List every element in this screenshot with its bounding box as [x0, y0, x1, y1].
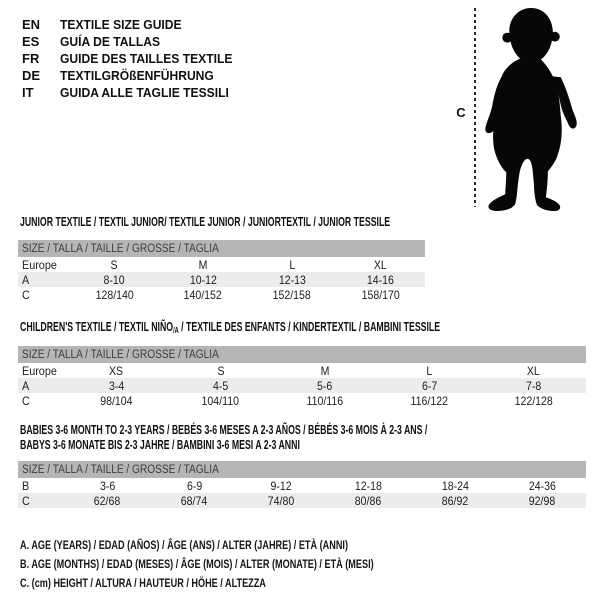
row-label: C: [22, 393, 30, 408]
cell: XL: [527, 363, 541, 378]
language-row-de: [22, 67, 245, 84]
height-measure-dashed-line: [474, 8, 476, 207]
section-title-junior: JUNIOR TEXTILE / TEXTIL JUNIOR/ TEXTILE JUNIOR / JUNIORTEXTIL / JUNIOR TESSILE: [20, 215, 391, 229]
cell: 128/140: [95, 287, 134, 302]
row-label: A: [22, 378, 30, 393]
cell: 12-13: [278, 272, 306, 287]
cell: 122/128: [514, 393, 553, 408]
height-label: C: [456, 105, 466, 120]
cell: 8-10: [103, 272, 125, 287]
language-code: IT: [22, 85, 34, 100]
cell: 80/86: [355, 493, 382, 508]
language-title: TEXTILGRÖßENFÜHRUNG: [60, 68, 214, 83]
cell: XL: [374, 257, 388, 272]
cell: 3-4: [108, 378, 124, 393]
language-title: GUÍA DE TALLAS: [60, 34, 161, 49]
language-row-en: [22, 16, 245, 33]
row-label: B: [22, 478, 30, 493]
cell: 92/98: [529, 493, 556, 508]
size-header-bar: SIZE / TALLA / TAILLE / GRÖSSE / TAGLIA: [18, 461, 586, 478]
cell: S: [217, 363, 225, 378]
cell: 158/170: [361, 287, 400, 302]
table-row-height: [18, 493, 586, 508]
cell: 4-5: [212, 378, 229, 393]
cell: 74/80: [268, 493, 295, 508]
row-label: Europe: [22, 257, 57, 272]
cell: 6-7: [421, 378, 438, 393]
cell: 3-6: [99, 478, 116, 493]
table-row-age: [18, 378, 586, 393]
footnote-legend: [20, 536, 485, 593]
language-row-fr: [22, 50, 245, 67]
language-row-it: [22, 84, 245, 101]
cell: L: [288, 257, 295, 272]
language-row-es: [22, 33, 245, 50]
language-title: GUIDE DES TAILLES TEXTILE: [60, 51, 233, 66]
table-row-age: [18, 272, 425, 287]
cell: 152/158: [272, 287, 311, 302]
table-row-europe: [18, 363, 586, 378]
language-code: EN: [22, 17, 41, 32]
language-title: GUIDA ALLE TAGLIE TESSILI: [60, 85, 229, 100]
cell: 12-18: [354, 478, 383, 493]
subscript: /A: [173, 326, 179, 335]
cell: 18-24: [441, 478, 470, 493]
cell: 116/122: [410, 393, 449, 408]
cell: 14-16: [367, 272, 395, 287]
language-code: ES: [22, 34, 40, 49]
children-size-table: [18, 346, 586, 408]
section-title-babies: BABIES 3-6 MONTH TO 2-3 YEARS / BEBÉS 3-6 MESES A 2-3 AÑOS / BÉBÉS 3-6 MOIS À 2-3 ANS / BABYS 3-6 MONATE BIS 2-3 JAHRE / BAMBINI 3-6 MESI A 2-3 ANNI: [20, 423, 428, 452]
row-label: Europe: [22, 363, 57, 378]
language-title: TEXTILE SIZE GUIDE: [60, 17, 182, 32]
language-code: DE: [22, 68, 41, 83]
cell: 7-8: [526, 378, 542, 393]
row-label: C: [22, 493, 30, 508]
cell: 24-36: [528, 478, 557, 493]
cell: 62/68: [94, 493, 121, 508]
table-row-europe: [18, 257, 425, 272]
cell: 10-12: [189, 272, 217, 287]
babies-size-table: [18, 461, 586, 508]
cell: M: [320, 363, 330, 378]
cell: 86/92: [442, 493, 469, 508]
cell: 140/152: [184, 287, 223, 302]
cell: M: [198, 257, 208, 272]
row-label: C: [22, 287, 30, 302]
baby-silhouette-icon: [477, 3, 593, 213]
cell: 9-12: [270, 478, 293, 493]
cell: 104/110: [201, 393, 240, 408]
cell: 110/116: [306, 393, 344, 408]
table-row-height: [18, 287, 425, 302]
cell: 5-6: [317, 378, 333, 393]
cell: 98/104: [100, 393, 133, 408]
cell: 68/74: [181, 493, 208, 508]
junior-size-table: [18, 240, 425, 302]
footnote-b: B. AGE (MONTHS) / EDAD (MESES) / ÂGE (MOIS) / ALTER (MONATE) / ETÀ (MESI): [20, 557, 374, 571]
language-code: FR: [22, 51, 40, 66]
cell: S: [110, 257, 118, 272]
cell: 6-9: [186, 478, 203, 493]
row-label: A: [22, 272, 30, 287]
table-row-height: [18, 393, 586, 408]
table-row-months: [18, 478, 586, 493]
size-header-bar: SIZE / TALLA / TAILLE / GRÖSSE / TAGLIA: [18, 346, 586, 363]
language-title-list: [22, 16, 245, 101]
cell: L: [426, 363, 433, 378]
footnote-c: C. (cm) HEIGHT / ALTURA / HAUTEUR / HÖHE / ALTEZZA: [20, 576, 266, 590]
section-title-children: CHILDREN'S TEXTILE / TEXTIL NIÑO/A / TEXTILE DES ENFANTS / KINDERTEXTIL / BAMBINI TESSILE: [20, 320, 441, 335]
size-header-bar: SIZE / TALLA / TAILLE / GRÖSSE / TAGLIA: [18, 240, 425, 257]
cell: XS: [109, 363, 124, 378]
footnote-a: A. AGE (YEARS) / EDAD (AÑOS) / ÂGE (ANS) / ALTER (JAHRE) / ETÀ (ANNI): [20, 538, 348, 552]
